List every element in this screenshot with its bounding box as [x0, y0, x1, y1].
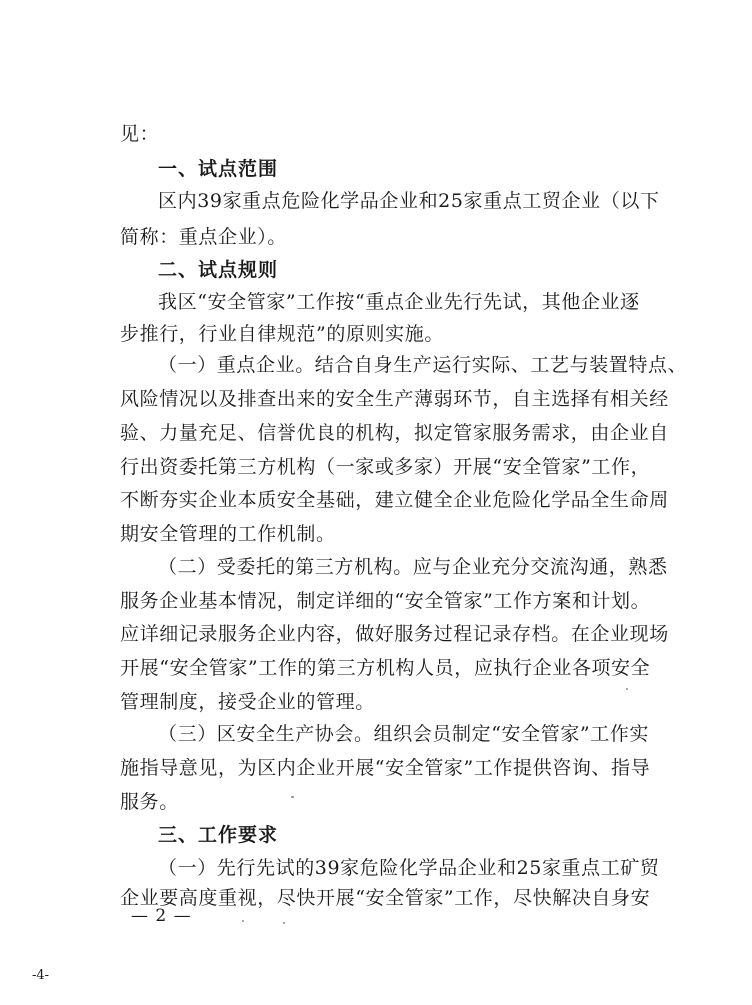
text-line: 风险情况以及排查出来的安全生产薄弱环节，自主选择有相关经: [120, 388, 669, 410]
text-line: 步推行，行业自律规范”的原则实施。: [120, 323, 444, 345]
text-line: 见：: [120, 123, 160, 145]
text-line: （一）先行先试的39家危险化学品企业和25家重点工矿贸: [158, 857, 660, 879]
text-line: 开展“安全管家”工作的第三方机构人员，应执行企业各项安全: [120, 657, 651, 679]
text-line: 期安全管理的工作机制。: [120, 523, 336, 545]
text-line: 简称：重点企业）。: [120, 226, 287, 248]
text-line: 管理制度，接受企业的管理。: [120, 691, 375, 713]
text-line: 行出资委托第三方机构（一家或多家）开展“安全管家”工作，: [120, 456, 651, 478]
text-line: 不断夯实企业本质安全基础，建立健全企业危险化学品全生命周: [120, 489, 669, 511]
scan-speck: [242, 920, 244, 922]
scan-speck: [291, 796, 294, 798]
text-line: 服务企业基本情况，制定详细的“安全管家”工作方案和计划。: [120, 590, 651, 612]
scan-speck: [626, 688, 628, 690]
text-line: 区内39家重点危险化学品企业和25家重点工贸企业（以下: [158, 190, 660, 212]
text-line: 服务。: [120, 791, 179, 813]
text-line: 施指导意见，为区内企业开展“安全管家”工作提供咨询、指导: [120, 757, 651, 779]
text-line: （二）受委托的第三方机构。应与企业充分交流沟通，熟悉: [158, 556, 668, 578]
page-number: — 2 —: [131, 906, 192, 926]
outer-page-number: -4-: [32, 968, 50, 983]
text-line: 我区“安全管家”工作按“重点企业先行先试，其他企业逐: [158, 291, 640, 313]
text-line: 企业要高度重视，尽快开展“安全管家”工作，尽快解决自身安: [120, 887, 651, 909]
text-line: 应详细记录服务企业内容，做好服务过程记录存档。在企业现场: [120, 623, 669, 645]
scan-speck: [283, 922, 285, 924]
section-heading: 三、工作要求: [158, 824, 279, 846]
section-heading: 二、试点规则: [158, 259, 279, 281]
text-line: （一）重点企业。结合自身生产运行实际、工艺与装置特点、: [158, 354, 688, 376]
text-line: 验、力量充足、信誉优良的机构，拟定管家服务需求，由企业自: [120, 422, 669, 444]
text-line: （三）区安全生产协会。组织会员制定“安全管家”工作实: [158, 723, 650, 745]
section-heading: 一、试点范围: [158, 158, 279, 180]
